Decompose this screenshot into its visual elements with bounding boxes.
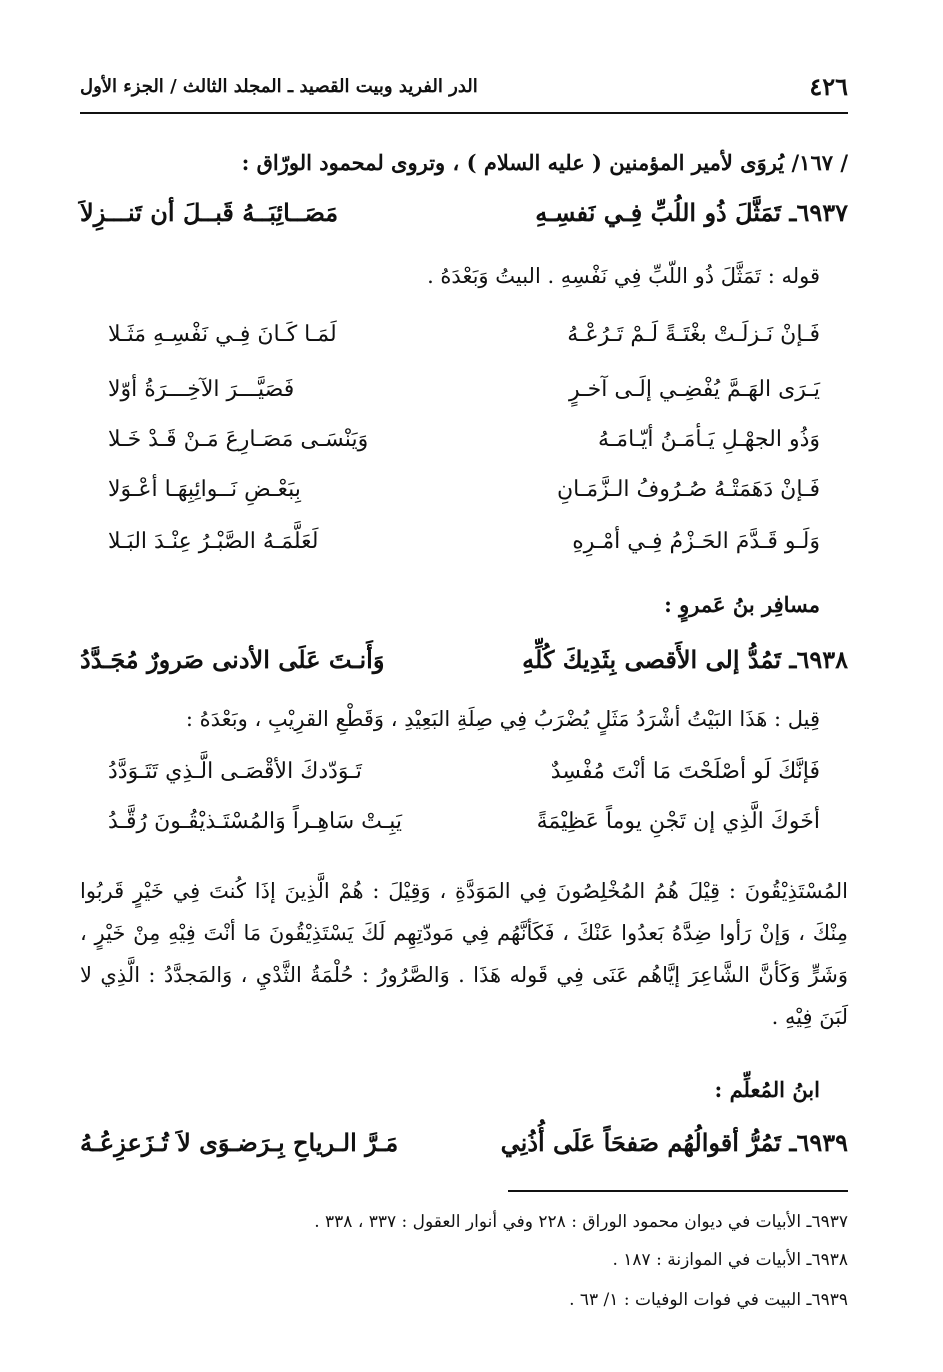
verse-6938-first-hemistich: ٦٩٣٨ـ تَمُدُّ إلى الأَقصى بِثَدِيكَ كُلِّهِ: [522, 645, 848, 674]
comment-6938: قِيل : هَذَا البَيْتُ أشْرَدُ مَثَلٍ يُضْرَبُ فِي صِلَةِ البَعِيْدِ ، وَقَطْعِ القرِيْبِ ، وبَعْدَهُ :: [185, 707, 820, 731]
poem-second-hemistich: بِبَعْـضِ نَــوائِبِهَـا أعْـوَلا: [108, 477, 301, 502]
poem-first-hemistich: وَلَـو قَـدَّمَ الحَـزْمُ فِـي أمْـرِهِ: [572, 529, 820, 554]
commentary-paragraph: المُسْتَذِيْقُونَ : قِيْلَ هُمُ المُخْلِصُونَ فِي المَوَدَّةِ ، وَقِيْلَ : هُمْ الَّذِينَ إذَا كُنتَ فِي خَيْرٍ قَربُوا مِنْكَ ، وَإنْ رَأوا ضِدَّهُ بَعدُوا عَنْكَ ، فَكَأنَّهُم فِي مَودّتِهِم لَكَ يَسْتَذِيْقُونَ مَا أنْتَ فِيْهِ مِنْ خَيْرٍ ، وَشَرٍّ وَكَأنَّ الشَّاعِرَ إيَّاهُم عَنَى فِي قَوله هَذَا . وَالصَّرُورُ : حُلْمَةُ الثَّدْيِ ، وَالمَجدَّدُ : الَّذِي لا لَبَنَ فِيْهِ .: [80, 879, 848, 1029]
footnote-rule: [508, 1190, 848, 1192]
verse-6937: [80, 198, 848, 227]
header-rule: [80, 112, 848, 114]
verse-6938: [80, 645, 848, 674]
verse-6939-second-hemistich: مَـرَّ الـرياحِ بِـرَضـوَى لاَ تُـزَعزِعُـهُ: [80, 1128, 399, 1157]
verse-6937-second-hemistich: مَصَــائِبَــهُ قَبــلَ أن تَنـــزِلاَ: [80, 198, 339, 227]
poem-second-hemistich: يَبِـتْ سَاهِـراً وَالمُسْتَـذيْقُـونَ رُقَّـدُ: [108, 809, 402, 834]
poem-second-hemistich: فَصَيَّـــرَ الآخِـــرَةُ أوّلا: [108, 377, 295, 402]
poet-6938: مسافِر بنُ عَمروٍ :: [664, 592, 820, 617]
poem-6937-line: [80, 529, 848, 554]
page-number: ٤٢٦: [809, 71, 848, 101]
poem-first-hemistich: فَـإنْ دَهَمَتْـهُ صُـرُوفُ الـزَّمَـانِ: [557, 477, 820, 502]
poem-first-hemistich: فَـإنْ نَـزلَـتْ بغْتَـةً لَـمْ تَـرُعْـهُ: [567, 322, 820, 347]
poem-6937-line: [80, 477, 848, 502]
running-title: الدر الفريد وبيت القصيد ـ المجلد الثالث / الجزء الأول: [80, 75, 478, 97]
poem-6937-line: [80, 427, 848, 452]
page: [80, 0, 848, 1372]
poem-6937-line: [80, 322, 848, 347]
poem-second-hemistich: وَيَنْسَـى مَصَـارِعَ مَـنْ قَـدْ خَـلا: [108, 427, 369, 452]
footnote: ٦٩٣٧ـ الأبيات في ديوان محمود الوراق : ٢٢٨ وفي أنوار العقول : ٣٣٧ ، ٣٣٨ .: [314, 1212, 848, 1232]
poem-second-hemistich: تَـوَدّدكَ الأقْصَـى الَّـذِي تَتَـوَدَّدُ: [108, 759, 362, 784]
poem-first-hemistich: فَإنَّكَ لَو أصْلَحْتَ مَا أنْتَ مُفْسِدٌ: [550, 759, 820, 784]
poem-6937-line: [80, 377, 848, 402]
footnote: ٦٩٣٨ـ الأبيات في الموازنة : ١٨٧ .: [612, 1250, 848, 1270]
footnote: ٦٩٣٩ـ البيت في فوات الوفيات : ١/ ٦٣ .: [569, 1290, 848, 1310]
verse-6937-first-hemistich: ٦٩٣٧ـ تَمَثَّلَ ذُو اللُبِّ فِـي نَفسِـهِ: [535, 198, 848, 227]
verse-6939-first-hemistich: ٦٩٣٩ـ تَمُرُّ أقوالُهُم صَفحَاً عَلَى أُذُنِي: [500, 1128, 848, 1157]
poem-6938-line: [80, 759, 848, 784]
verse-6938-second-hemistich: وَأَنـتَ عَلَى الأدنى صَرورٌ مُجَـدَّدُ: [80, 645, 385, 674]
verse-6939: [80, 1128, 848, 1157]
poem-first-hemistich: يَـرَى الهَـمَّ يُفْضِـي إلَـى آخـرٍ: [569, 377, 820, 402]
poem-6938-line: [80, 809, 848, 834]
intro-line: / ١٦٧/ يُروَى لأمير المؤمنين ( عليه السلام ) ، وتروى لمحمود الورّاق :: [241, 150, 848, 175]
poem-first-hemistich: أخَوكَ الَّذِي إن تَجْنِ يوماً عَظِيْمَةً: [536, 809, 820, 834]
poem-second-hemistich: لَعَلَّمَـهُ الصَّبْـرُ عِنْـدَ البَـلا: [108, 529, 319, 554]
poem-second-hemistich: لَمَـا كَـانَ فِـي نَفْسِـهِ مَثَـلا: [108, 322, 337, 347]
page-header: [80, 66, 848, 106]
poet-6939: ابنُ المُعلِّم :: [714, 1077, 820, 1102]
poem-first-hemistich: وَذُو الجهْـلِ يَـأمَـنُ أيّـامَـهُ: [598, 427, 820, 452]
comment-6937: قوله : تَمَثَّلَ ذُو اللّبِّ فِي نَفْسِهِ . البيتُ وَبَعْدَهُ .: [427, 264, 820, 288]
